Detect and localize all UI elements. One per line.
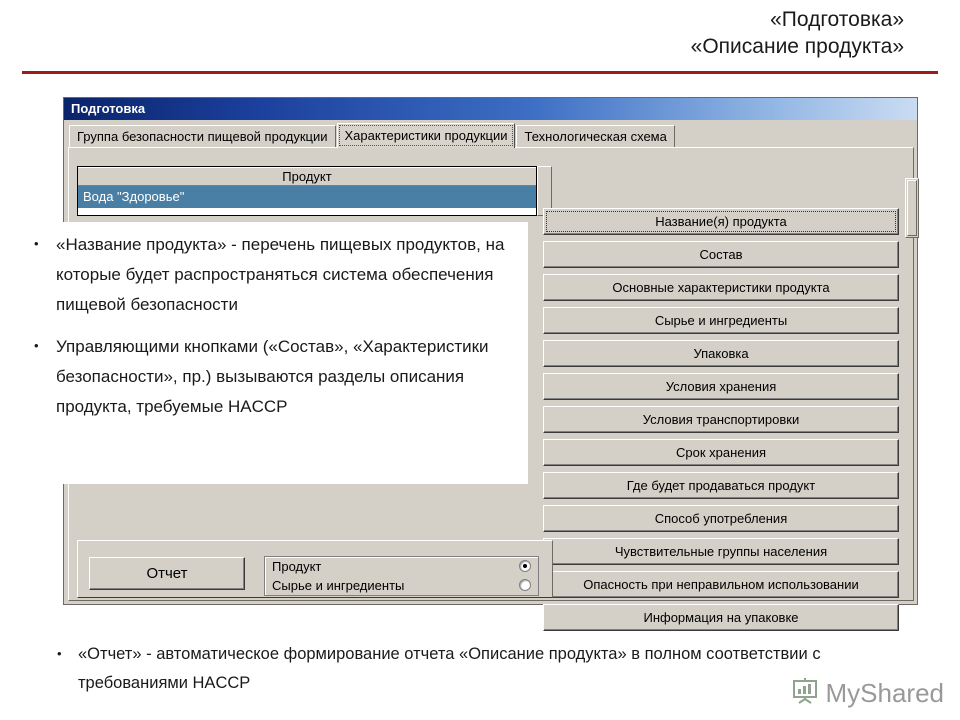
section-button-column <box>543 208 899 637</box>
button-misuse-hazard[interactable]: Опасность при неправильном использовании <box>543 571 899 598</box>
button-packaging[interactable]: Упаковка <box>543 340 899 367</box>
slide-title-line-1: «Подготовка» <box>770 8 904 31</box>
tabstrip <box>69 124 676 148</box>
report-scope-radio-group <box>264 556 539 596</box>
tab-technological-scheme[interactable]: Технологическая схема <box>516 125 674 148</box>
table-row[interactable]: Вода "Здоровье" <box>78 186 536 208</box>
product-grid-column-header[interactable]: Продукт <box>78 167 536 186</box>
myshared-watermark <box>791 677 945 710</box>
notes-overlay <box>0 222 528 484</box>
radio-button-raw-materials[interactable] <box>519 579 531 591</box>
slide-title-line-2: «Описание продукта» <box>690 35 904 58</box>
note-bullet-bottom: • «Отчет» - автоматическое формирование отчета «Описание продукта» в полном соответствии с требованиями HACCP <box>0 640 880 698</box>
product-grid[interactable] <box>77 166 537 216</box>
report-panel <box>77 540 553 598</box>
report-button[interactable]: Отчет <box>89 557 245 590</box>
panel-scrollbar[interactable] <box>905 178 919 238</box>
slide-title <box>364 6 904 60</box>
button-sensitive-groups[interactable]: Чувствительные группы населения <box>543 538 899 565</box>
note-bullet-1: • «Название продукта» - перечень пищевых продуктов, на которые будет распространяться система обеспечения пищевой безопасности <box>0 230 528 320</box>
radio-option-raw-materials-label: Сырье и ингредиенты <box>272 578 405 593</box>
radio-option-product-label: Продукт <box>272 559 322 574</box>
button-method-of-use[interactable]: Способ употребления <box>543 505 899 532</box>
window-titlebar: Подготовка <box>64 98 917 120</box>
button-storage-conditions[interactable]: Условия хранения <box>543 373 899 400</box>
note-bullet-2: • Управляющими кнопками («Состав», «Характеристики безопасности», пр.) вызываются разделы описания продукта, требуемые HACCP <box>0 332 528 422</box>
button-shelf-life[interactable]: Срок хранения <box>543 439 899 466</box>
button-main-characteristics[interactable]: Основные характеристики продукта <box>543 274 899 301</box>
button-point-of-sale[interactable]: Где будет продаваться продукт <box>543 472 899 499</box>
button-transport-conditions[interactable]: Условия транспортировки <box>543 406 899 433</box>
scrollbar-thumb[interactable] <box>907 180 917 236</box>
watermark-label: MyShared <box>825 678 944 708</box>
radio-button-product[interactable] <box>519 560 531 572</box>
button-composition[interactable]: Состав <box>543 241 899 268</box>
presentation-board-icon <box>791 677 819 710</box>
title-accent-rule <box>22 71 938 74</box>
button-packaging-information[interactable]: Информация на упаковке <box>543 604 899 631</box>
button-product-names[interactable]: Название(я) продукта <box>543 208 899 235</box>
tab-group-safety[interactable]: Группа безопасности пищевой продукции <box>69 125 336 148</box>
tab-product-characteristics[interactable]: Характеристики продукции <box>337 123 516 148</box>
radio-option-product[interactable] <box>265 557 538 576</box>
radio-option-raw-materials[interactable] <box>265 576 538 595</box>
button-raw-materials[interactable]: Сырье и ингредиенты <box>543 307 899 334</box>
